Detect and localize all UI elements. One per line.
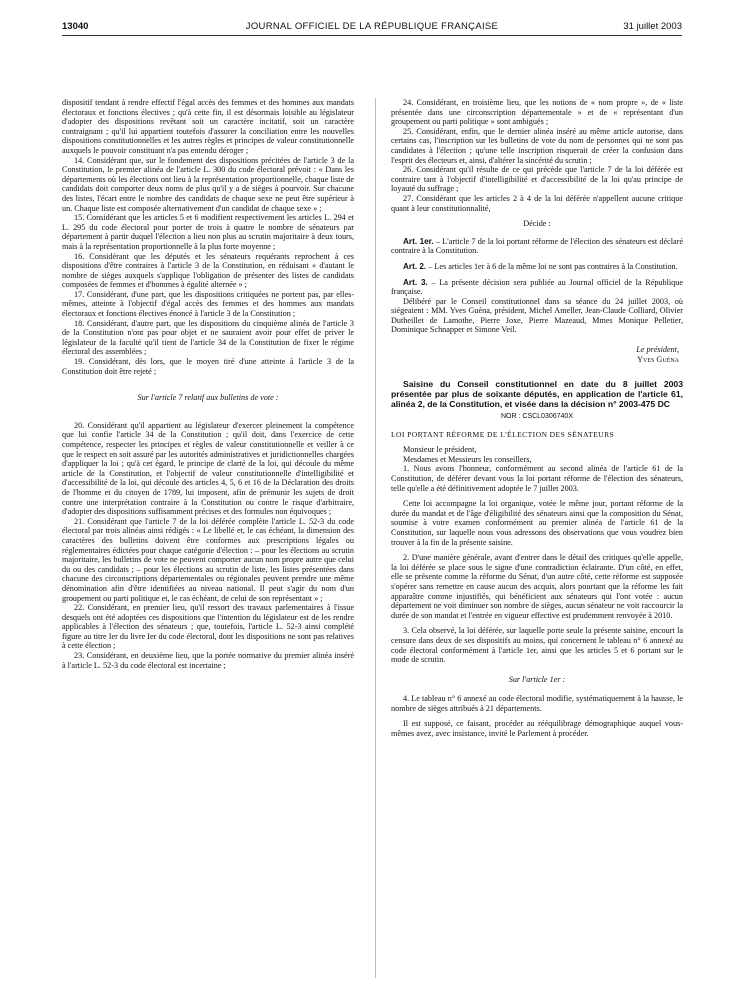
section-subheading: Sur l'article 1er : [508,674,566,684]
paragraph: 1. Nous avons l'honneur, conformément au second alinéa de l'article 61 de la Constitution, de déférer devant vous la loi portant réforme de l'élection des sénateurs, telle qu'elle a été définitivement adoptée le 7 juillet 2003. [391,464,683,493]
left-column [62,98,354,670]
article-text: – L'article 7 de la loi portant réforme de l'élection des sénateurs est déclaré contraire à la Constitution. [391,236,683,256]
right-column [391,98,683,739]
section-subheading: Sur l'article 7 relatif aux bulletins de vote : [137,393,279,403]
paragraph: 2. D'une manière générale, avant d'entrer dans le détail des critiques qu'elle appelle, la loi déférée se place sous le signe d'une contradiction éclairante. D'un côté, en effet, elle se présente comme la réforme du Sénat, d'un autre côté, cette réforme est supposée s'opérer sans remettre en cause aucun des acquis, alors pourtant que la réforme les fait apparaître comme injustifiés, qui bénéficient aux sénateurs qui l'ont votée : aucun département ne voit diminuer son nombre de sièges, aucun sénateur ne voit raccourcir la durée de son mandat et l'entrée en vigueur effective est prudemment renvoyée à 2010. [391,553,683,620]
paragraph: 18. Considérant, d'autre part, que les dispositions du cinquième alinéa de l'article 3 de la Constitution n'ont pas pour objet et ne sauraient avoir pour effet de priver le législateur de la faculté qu'il tient de l'article 34 de la Constitution de fixer le régime électoral des assemblées ; [62,318,354,357]
article-label: Art. 3. [403,277,428,287]
paragraph: 26. Considérant qu'il résulte de ce qui précède que l'article 7 de la loi déférée est contraire tant à l'objectif d'intelligibilité et d'accessibilité de la loi qu'au principe de loyauté du suffrage ; [391,165,683,194]
article-text: – Les articles 1er à 6 de la même loi ne sont pas contraires à la Constitution. [426,261,678,271]
deliberation: Délibéré par le Conseil constitutionnel dans sa séance du 24 juillet 2003, où siégeaient : MM. Yves Guéna, président, Michel Ameller, Jean-Claude Colliard, Olivier Dutheillet de Lamothe, Pierre Joxe, Pierre Mazeaud, Mmes Monique Pelletier, Dominique Schnapper et Simone Veil. [391,296,683,335]
issue-date: 31 juillet 2003 [623,21,682,32]
paragraph: 19. Considérant, dès lors, que le moyen tiré d'une atteinte à l'article 3 de la Constitution doit être rejeté ; [62,357,354,376]
signature-title: Le président, [636,345,679,355]
article-label: Art. 2. [403,261,427,271]
salutation: Mesdames et Messieurs les conseillers, [403,454,532,464]
paragraph: 25. Considérant, enfin, que le dernier alinéa inséré au même article autorise, dans certains cas, l'inscription sur les bulletins de vote du nom de personnes qui ne sont pas candidates à l'élection ; qu'une telle inscription risquerait de créer la confusion dans l'esprit des électeurs et, ainsi, d'altérer la sincérité du scrutin ; [391,126,683,165]
column-divider [375,98,376,978]
signature-name: Yves Guéna [637,354,679,364]
paragraph: 20. Considérant qu'il appartient au législateur d'exercer pleinement la compétence que lui confie l'article 34 de la Constitution ; qu'il doit, dans l'exercice de cette compétence, respecter les principes et règles de valeur constitutionnelle et veiller à ce que le respect en soit assuré par les autorités administratives et juridictionnelles chargées d'appliquer la loi ; qu'à cet égard, le principe de clarté de la loi, qui découle du même article de la Constitution, et l'objectif de valeur constitutionnelle d'intelligibilité et d'accessibilité de la loi, qui découle des articles 4, 5, 6 et 16 de la Déclaration des droits de l'homme et du citoyen de 1789, lui imposent, afin de prémunir les sujets de droit contre une interprétation contraire à la Constitution ou contre le risque d'arbitraire, d'adopter des dispositions suffisamment précises et des formules non équivoques ; [62,420,354,517]
nor-reference: NOR : CSCL0306740X [501,412,573,420]
article-1 [391,237,683,256]
article-2 [391,262,683,272]
header-rule [62,35,682,36]
paragraph: 21. Considérant que l'article 7 de la loi déférée complète l'article L. 52-3 du code électoral par trois alinéas ainsi rédigés : « Le libellé et, le cas échéant, la dimension des caractères des bulletins doivent être conformes aux prescriptions légales ou réglementaires édictées pour chaque catégorie d'élection : – pour les élections au scrutin majoritaire, les bulletins de vote ne peuvent comporter aucun nom propre autre que celui du ou des candidats ; – pour les élections au scrutin de liste, les listes présentées dans chacune des circonscriptions départementales ou régionales peuvent prendre une même dénomination afin d'être identifiées au niveau national. Il peut s'agir du nom d'un groupement ou parti politique et, le cas échéant, de celui de son représentant » ; [62,516,354,603]
article-text: – La présente décision sera publiée au Journal officiel de la République française. [391,277,683,297]
salutation: Monsieur le président, [403,445,477,455]
paragraph: 15. Considérant que les articles 5 et 6 modifient respectivement les articles L. 294 et L. 295 du code électoral pour porter de trois à quatre le nombre de sénateurs par département à partir duquel l'élection a lieu non plus au scrutin majoritaire à deux tours, mais à la représentation proportionnelle à la plus forte moyenne ; [62,213,354,251]
paragraph: 22. Considérant, en premier lieu, qu'il ressort des travaux parlementaires à l'issue desquels ont été adoptées ces dispositions que l'intention du législateur est de les rendre applicables à l'élection des sénateurs ; que, toutefois, l'article L. 52-3 ainsi complété figure au titre Ier du livre Ier du code électoral, dont les dispositions ne sont pas relatives à cette élection ; [62,603,354,651]
decision-heading: Décide : [523,219,551,229]
paragraph: 16. Considérant que les députés et les sénateurs requérants reprochent à ces dispositions d'être contraires à l'article 3 de la Constitution, en réduisant « d'autant le nombre de sièges auxquels s'applique l'obligation de présenter des listes de candidats composées de femmes et d'hommes à égalité alternée » ; [62,251,354,290]
paragraph: 23. Considérant, en deuxième lieu, que la portée normative du premier alinéa inséré à l'article L. 52-3 du code électoral est incertaine ; [62,651,354,670]
paragraph: Cette loi accompagne la loi organique, votée le même jour, portant réforme de la durée du mandat et de l'âge d'éligibilité des sénateurs ainsi que la composition du Sénat, soumise à votre examen conformément au premier alinéa de l'article 61 de la Constitution, sur laquelle nous vous adressons des observations que vous voudrez bien trouver à la fin de la présente saisine. [391,499,683,547]
law-title: LOI PORTANT RÉFORME DE L'ÉLECTION DES SÉNATEURS [391,429,615,439]
paragraph: 14. Considérant que, sur le fondement des dispositions précitées de l'article 3 de la Constitution, le premier alinéa de l'article L. 300 du code électoral prévoit : « Dans les départements où les élections ont lieu à la représentation proportionnelle, chaque liste de candidats doit comporter deux noms de plus qu'il y a de sièges à pourvoir. Sur chacune des listes, l'écart entre le nombre des candidats de chaque sexe ne peut être supérieur à un. Chaque liste est composée alternativement d'un candidat de chaque sexe » ; [62,155,354,213]
paragraph: dispositif tendant à rendre effectif l'égal accès des femmes et des hommes aux mandats électoraux et fonctions électives ; qu'à cette fin, il est désormais loisible au législateur d'adopter des dispositions revêtant soit un caractère incitatif, soit un caractère contraignant ; qu'il lui appartient toutefois d'assurer la conciliation entre les nouvelles dispositions constitutionnelles et les autres règles et principes de valeur constitutionnelle auxquels le pouvoir constituant n'a pas entendu déroger ; [62,98,354,155]
article-3 [391,278,683,297]
saisine-heading: Saisine du Conseil constitutionnel en date du 8 juillet 2003 présentée par plus de soixante députés, en application de l'article 61, alinéa 2, de la Constitution, et visée dans la décision n° 2003-475 DC [391,379,683,409]
paragraph: 17. Considérant, d'une part, que les dispositions critiquées ne portent pas, par elles-mêmes, atteinte à l'objectif d'égal accès des femmes et des hommes aux mandats électoraux et fonctions électives énoncé à l'article 3 de la Constitution ; [62,289,354,319]
paragraph: 4. Le tableau n° 6 annexé au code électoral modifie, systématiquement à la hausse, le nombre de sièges attribués à 21 départements. [391,694,683,713]
page-header [62,21,682,35]
paragraph: 27. Considérant que les articles 2 à 4 de la loi déférée n'appellent aucune critique quant à leur constitutionnalité, [391,193,683,213]
paragraph: 24. Considérant, en troisième lieu, que les notions de « nom propre », de « liste présentée dans une circonscription départementale » et de « représentant d'un groupement ou parti politique » sont ambiguës ; [391,98,683,127]
journal-title: JOURNAL OFFICIEL DE LA RÉPUBLIQUE FRANÇAISE [245,21,499,32]
page-number: 13040 [62,21,89,32]
article-label: Art. 1er. [403,236,434,246]
paragraph: Il est supposé, ce faisant, procéder au rééquilibrage démographique auquel vous-mêmes avez, avec insistance, invité le Parlement à procéder. [391,719,683,739]
paragraph: 3. Cela observé, la loi déférée, sur laquelle porte seule la présente saisine, encourt la censure dans deux de ses dispositifs au moins, qui concernent le tableau n° 6 annexé au code électoral conformément à l'article 1er, ainsi que les articles 5 et 6 portant sur le mode de scrutin. [391,626,683,665]
